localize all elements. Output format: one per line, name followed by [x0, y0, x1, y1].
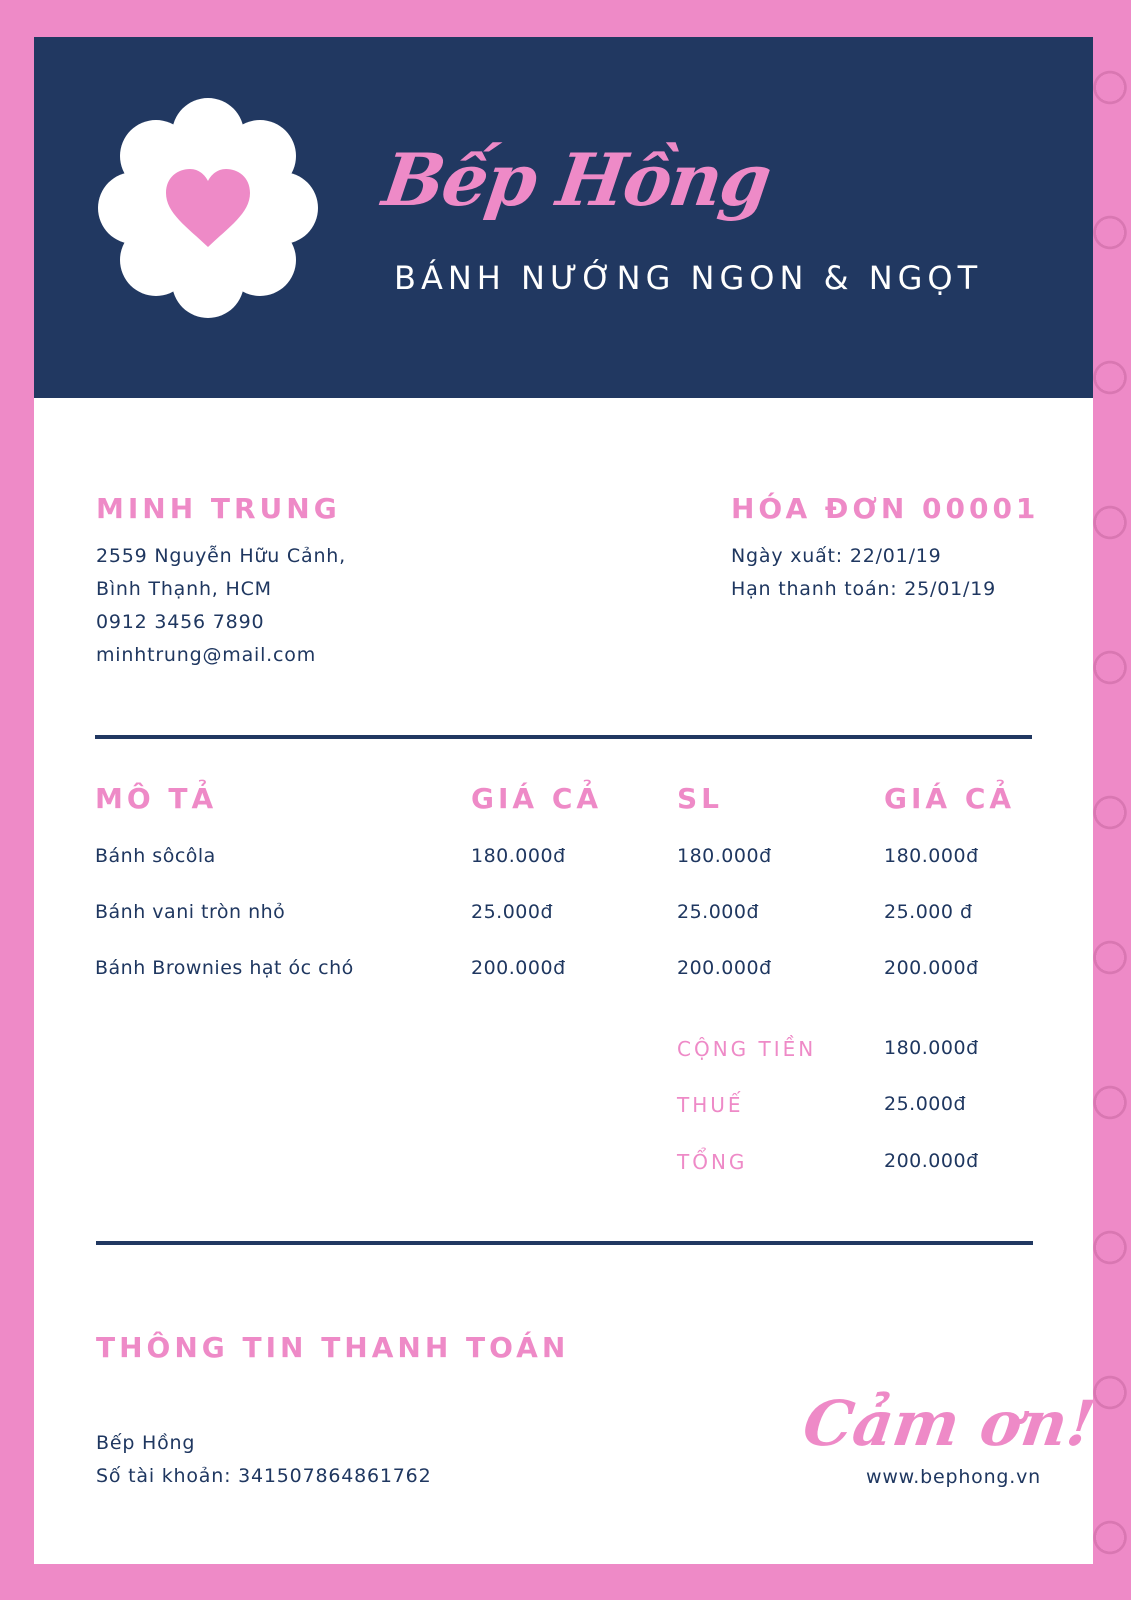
- divider-top: [95, 735, 1032, 739]
- total-value: 200.000đ: [884, 1150, 979, 1172]
- payment-info-title: THÔNG TIN THANH TOÁN: [96, 1331, 570, 1364]
- column-header-amount: GIÁ CẢ: [884, 782, 1016, 815]
- brand-name: Bếp Hồng: [378, 137, 775, 222]
- row-description: Bánh sôcôla: [95, 845, 216, 867]
- row-price: 200.000đ: [471, 957, 566, 979]
- column-header-price: GIÁ CẢ: [471, 782, 603, 815]
- website-link[interactable]: www.bephong.vn: [866, 1466, 1042, 1488]
- row-description: Bánh Brownies hạt óc chó: [95, 957, 354, 979]
- subtotal-label: CỘNG TIỀN: [677, 1037, 817, 1061]
- payment-account-name: Bếp Hồng: [96, 1432, 196, 1454]
- row-quantity: 200.000đ: [677, 957, 772, 979]
- row-amount: 25.000 đ: [884, 901, 973, 923]
- subtotal-value: 180.000đ: [884, 1037, 979, 1059]
- invoice-issue-date: Ngày xuất: 22/01/19: [731, 545, 942, 567]
- row-quantity: 25.000đ: [677, 901, 760, 923]
- column-header-quantity: SL: [677, 782, 724, 815]
- brand-tagline: BÁNH NƯỚNG NGON & NGỌT: [394, 259, 983, 297]
- row-quantity: 180.000đ: [677, 845, 772, 867]
- row-price: 25.000đ: [471, 901, 554, 923]
- row-description: Bánh vani tròn nhỏ: [95, 901, 286, 923]
- row-price: 180.000đ: [471, 845, 566, 867]
- invoice-due-date: Hạn thanh toán: 25/01/19: [731, 578, 997, 600]
- total-label: TỔNG: [677, 1150, 748, 1174]
- invoice-paper: [34, 37, 1100, 1564]
- invoice-title: HÓA ĐƠN 00001: [731, 492, 1040, 525]
- invoice-header: [34, 37, 1093, 398]
- thank-you-text: Cảm ơn!: [798, 1387, 1100, 1460]
- customer-address-line1: 2559 Nguyễn Hữu Cảnh,: [96, 545, 346, 567]
- customer-email: minhtrung@mail.com: [96, 644, 317, 666]
- column-header-description: MÔ TẢ: [95, 782, 218, 815]
- tax-label: THUẾ: [677, 1093, 744, 1117]
- tax-value: 25.000đ: [884, 1093, 967, 1115]
- customer-name: MINH TRUNG: [96, 492, 341, 525]
- customer-address-line2: Bình Thạnh, HCM: [96, 578, 272, 600]
- scalloped-badge-heart-icon: [95, 95, 321, 321]
- divider-bottom: [96, 1241, 1033, 1245]
- customer-phone: 0912 3456 7890: [96, 611, 265, 633]
- row-amount: 200.000đ: [884, 957, 979, 979]
- payment-account-number: Số tài khoản: 341507864861762: [96, 1465, 432, 1487]
- row-amount: 180.000đ: [884, 845, 979, 867]
